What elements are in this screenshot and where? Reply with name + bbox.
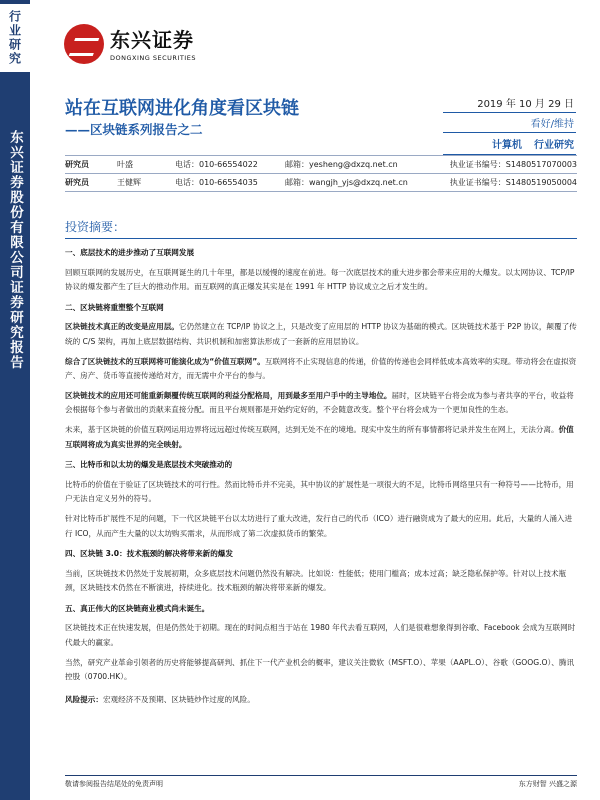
analyst-phone: 电话：010-66554035 [175,178,258,187]
report-subtitle: ——区块链系列报告之二 [65,122,203,137]
rating: 看好/维持 [443,113,576,133]
category-badge [0,4,30,72]
emphasis: 价值互联网将成为真实世界的完全映射。 [65,424,574,449]
paragraph-text: 它仍然建立在 TCP/IP 协议之上，只是改变了应用层的 HTTP 协议为基础的模式。区块链技术基于 P2P 协议，颠覆了传统的 C/S 架构，再加上底层数据结构、共识机制和加密算法形成了一套新的应用层协议。 [65,322,577,346]
category-label: 行业研究 [7,10,22,66]
logo-name-cn: 东兴证券 [110,28,194,52]
analyst-table [65,155,577,192]
analyst-email[interactable]: 邮箱：wangjh_yjs@dxzq.net.cn [285,178,408,187]
report-date: 2019 年 10 月 29 日 [443,93,576,113]
analyst-role: 研究员 [65,160,89,169]
paragraph-text: 届时，区块链平台将会成为参与者共享的平台，收益将会根据每个参与者做出的贡献来直接分配。而且平台规则都是开始约定好的，不会随意改变。整个平台将会成为一个更加良性的生态。 [65,390,574,415]
analyst-name: 叶盛 [117,160,133,169]
report-title: 站在互联网进化角度看区块链 [65,98,299,119]
footer-disclaimer: 敬请参阅报告结尾处的免责声明 [65,780,163,788]
risk-label: 风险提示： [65,694,103,704]
logo-mark-icon [64,24,104,64]
section-heading: 四、区块链 3.0：技术瓶颈的解决将带来新的爆发 [65,549,233,559]
analyst-cert: 执业证书编号：S1480517070003 [449,160,577,169]
paragraph [65,423,577,452]
summary-body [65,240,577,712]
paragraph-text: 未来，基于区块链的价值互联网运用边界将远远超过传统互联网，达到无处不在的境地。现实中发生的所有事情都将记录并发生在网上，无法分离。 [65,424,559,434]
section-heading: 二、区块链将重塑整个互联网 [65,302,164,312]
emphasis: 区块链技术的应用还可能重新颠覆传统互联网的利益分配格局，用到最多至用户手中的主导地位。 [65,390,392,400]
paragraph [65,389,577,418]
section-heading: 五、真正伟大的区块链商业模式尚未诞生。 [65,603,210,613]
risk-text: 宏观经济不及预期、区块链炒作过度的风险。 [102,694,255,704]
logo-name-en: DONGXING SECURITIES [110,54,196,62]
risk-note [65,693,577,708]
company-report-label: 东兴证券股份有限公司证券研究报告 [7,130,23,370]
paragraph: 针对比特币扩展性不足的问题，下一代区块链平台以太坊进行了重大改进，发行自己的代币（ICO）进行融资成为了最大的应用。此后，大量的人涌入进行 ICO，从而产生大量的以太坊购买需求，从而形成了第二次虚拟货币的繁荣。 [65,513,573,538]
paragraph [65,355,577,384]
paragraph: 回顾互联网的发展历史，在互联网诞生的几十年里，都是以缓慢的速度在前进。每一次底层技术的重大进步都会带来应用的大爆发。以太网协议、TCP/IP 协议的爆发都产生了巨大的推动作用。而互联网的真正爆发其实是在 1991 年 HTTP 协议成立之后才发生的。 [65,267,575,292]
analyst-row [65,155,577,174]
analyst-row [65,174,577,192]
paragraph: 当前，区块链技术仍然处于发展初期，众多底层技术问题仍然没有解决。比如说：性能低；使用门槛高；成本过高；缺乏隐私保护等。针对以上技术瓶颈，区块链技术仍然在不断演进，持续进化。技术瓶颈的解决将带来新的爆发。 [65,568,567,593]
analyst-role: 研究员 [65,178,89,187]
section-heading: 一、底层技术的进步推动了互联网发展 [65,248,195,257]
analyst-name: 王健辉 [117,178,141,187]
company-logo [64,22,224,70]
sidebar [0,0,30,800]
paragraph: 比特币的价值在于验证了区块链技术的可行性。然而比特币并不完美，其中协议的扩展性是一项很大的不足，比特币网络里只有一种符号——比特币，用户无法自定义另外的符号。 [65,479,574,504]
summary-heading: 投资摘要： [65,218,577,239]
company-banner [0,130,30,380]
footer-slogan: 东方财智 兴盛之源 [518,780,577,788]
tag-type: 行业研究 [534,140,574,151]
section-heading: 三、比特币和以太坊的爆发是底层技术突破推动的 [65,460,233,470]
paragraph-text: 互联网将不止实现信息的传递，价值的传递也会同样低成本高效率的实现。带动将会在虚拟资产、房产、货币等直接传递给对方，而无需中介平台的参与。 [65,356,577,381]
analyst-phone: 电话：010-66554022 [175,160,258,169]
emphasis: 综合了区块链技术的互联网将可能演化成为“价值互联网”。 [65,356,265,366]
paragraph: 区块链技术正在快速发展，但是仍然处于初期。现在的时间点相当于站在 1980 年代去看互联网，人们是很难想象得到谷歌、Facebook 会成为互联网时代最大的赢家。 [65,623,576,648]
tags [443,133,576,156]
emphasis: 区块链技术真正的改变是应用层。 [65,322,179,332]
tag-sector: 计算机 [492,140,522,151]
paragraph: 当然，研究产业革命引领者的历史将能够提高研判、抓住下一代产业机会的概率，建议关注微软（MSFT.O）、苹果（AAPL.O）、谷歌（GOOG.O）、腾讯控股（0700.HK）。 [65,657,575,682]
report-meta [443,93,576,156]
footer-divider [65,775,577,776]
paragraph [65,320,577,349]
analyst-email[interactable]: 邮箱：yesheng@dxzq.net.cn [285,160,398,169]
analyst-cert: 执业证书编号：S1480519050004 [449,178,577,187]
